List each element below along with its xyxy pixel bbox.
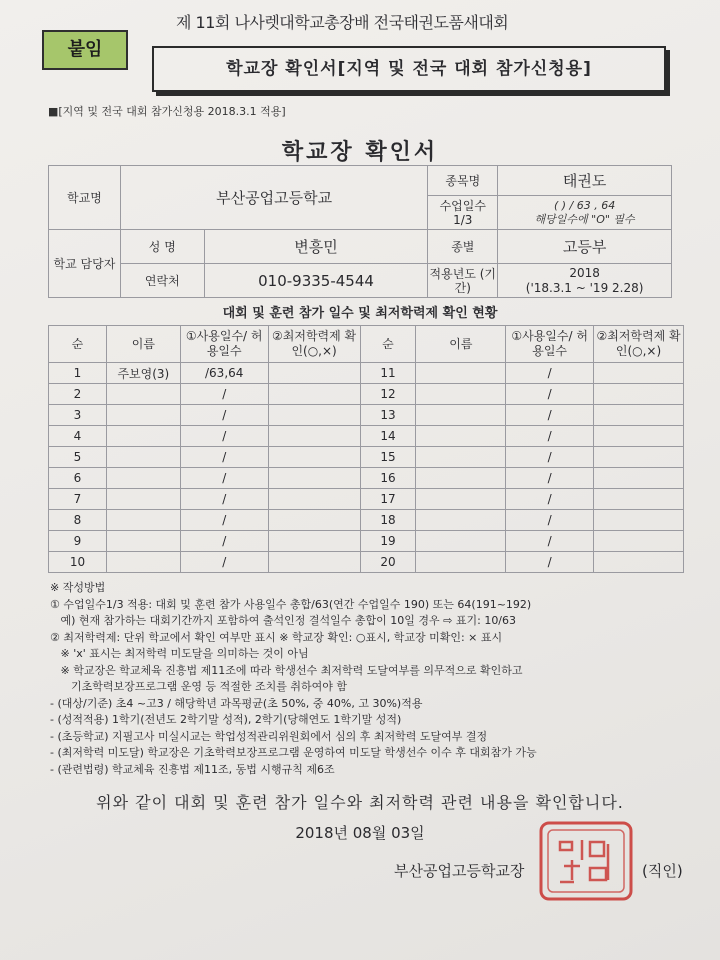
student-name: 주보영(3) xyxy=(106,363,180,384)
min-grade-check xyxy=(268,489,360,510)
min-grade-check xyxy=(594,468,684,489)
attendance-row xyxy=(49,384,684,405)
student-name xyxy=(416,447,506,468)
col-days: ①사용일수/ 허용일수 xyxy=(506,326,594,363)
instruction-line: 기초학력보장프로그램 운영 등 적절한 조치를 취하여야 함 xyxy=(50,680,347,693)
days-used: / xyxy=(180,447,268,468)
seal-label: (직인) xyxy=(642,862,683,880)
col-name: 이름 xyxy=(106,326,180,363)
form-subtitle: ■[지역 및 전국 대회 참가신청용 2018.3.1 적용] xyxy=(48,105,286,118)
days-used: / xyxy=(506,363,594,384)
period-value: ('18.3.1 ~ '19 2.28) xyxy=(525,280,644,295)
days-used: / xyxy=(506,468,594,489)
days-used: / xyxy=(180,552,268,573)
days-label: 수업일수 1/3 xyxy=(428,196,498,230)
attendance-header-row xyxy=(49,326,684,363)
attendance-body xyxy=(49,363,684,573)
confirmation-text: 위와 같이 대회 및 훈련 참가 일수와 최저학력 관련 내용을 확인합니다. xyxy=(96,793,624,812)
student-name xyxy=(416,489,506,510)
row-number: 17 xyxy=(360,489,416,510)
instructions-heading: ※ 작성방법 xyxy=(50,581,106,594)
form-title: 학교장 확인서[지역 및 전국 대회 참가신청용] xyxy=(152,46,666,92)
row-number: 7 xyxy=(49,489,107,510)
days-used: / xyxy=(506,510,594,531)
school-value: 부산공업고등학교 xyxy=(120,166,427,230)
attendance-row xyxy=(49,363,684,384)
attendance-row xyxy=(49,426,684,447)
instruction-line: - (성적적용) 1학기(전년도 2학기말 성적), 2학기(당해연도 1학기말 성적) xyxy=(50,713,402,726)
contact-value: 010-9335-4544 xyxy=(204,264,428,298)
instruction-line: - (대상/기준) 초4 ~고3 / 해당학년 과목평균(초 50%, 중 40%, 고 30%)적용 xyxy=(50,696,423,710)
category-value: 고등부 xyxy=(498,230,672,264)
attachment-tag: 붙임 xyxy=(42,30,128,70)
row-number: 10 xyxy=(49,552,107,573)
instructions xyxy=(50,580,690,778)
instruction-line: - (초등학교) 지필고사 미실시교는 학업성적관리위원회에서 심의 후 최저학력 도달여부 결정 xyxy=(50,729,488,743)
attendance-row xyxy=(49,405,684,426)
days-used: / xyxy=(506,447,594,468)
attendance-table xyxy=(48,325,684,573)
year-cell xyxy=(498,264,672,298)
days-used: / xyxy=(180,531,268,552)
row-number: 19 xyxy=(360,531,416,552)
instruction-line: - (관련법령) 학교체육 진흥법 제11조, 동법 시행규칙 제6조 xyxy=(50,762,335,776)
student-name xyxy=(416,426,506,447)
min-grade-check xyxy=(594,552,684,573)
student-name xyxy=(416,405,506,426)
attendance-row xyxy=(49,468,684,489)
row-number: 11 xyxy=(360,363,416,384)
category-label: 종별 xyxy=(428,230,498,264)
school-info-table xyxy=(48,165,672,298)
min-grade-check xyxy=(268,405,360,426)
student-name xyxy=(106,405,180,426)
instruction-line: ※ 학교장은 학교체육 진흥법 제11조에 따라 학생선수 최저학력 도달여부를 의무적으로 확인하고 xyxy=(50,663,523,677)
row-number: 4 xyxy=(49,426,107,447)
row-number: 12 xyxy=(360,384,416,405)
days-cell xyxy=(498,196,672,230)
days-used: / xyxy=(506,552,594,573)
student-name xyxy=(416,531,506,552)
event-title: 제 11회 나사렛대학교총장배 전국태권도품새대회 xyxy=(176,13,509,32)
attendance-row xyxy=(49,447,684,468)
contact-label: 연락처 xyxy=(120,264,204,298)
row-number: 3 xyxy=(49,405,107,426)
document-title: 학교장 확인서 xyxy=(281,140,439,165)
manager-label: 학교 담당자 xyxy=(49,230,121,298)
col-name: 이름 xyxy=(416,326,506,363)
instruction-line: ※ 'x' 표시는 최저학력 미도달을 의미하는 것이 아님 xyxy=(50,647,309,660)
student-name xyxy=(106,552,180,573)
student-name xyxy=(106,468,180,489)
min-grade-check xyxy=(594,384,684,405)
official-seal xyxy=(538,820,634,902)
min-grade-check xyxy=(268,363,360,384)
min-grade-check xyxy=(594,531,684,552)
days-used: / xyxy=(180,405,268,426)
days-used: /63,64 xyxy=(180,363,268,384)
attendance-row xyxy=(49,552,684,573)
student-name xyxy=(416,363,506,384)
issue-date: 2018년 08월 03일 xyxy=(295,824,425,842)
row-number: 16 xyxy=(360,468,416,489)
name-label: 성 명 xyxy=(120,230,204,264)
school-signature: 부산공업고등학교장 xyxy=(394,862,525,880)
student-name xyxy=(106,447,180,468)
min-grade-check xyxy=(594,510,684,531)
student-name xyxy=(416,384,506,405)
name-value: 변흥민 xyxy=(204,230,428,264)
attendance-row xyxy=(49,489,684,510)
school-label: 학교명 xyxy=(49,166,121,230)
instruction-line: 예) 현재 참가하는 대회기간까지 포함하여 출석인정 결석일수 총합이 10일 경우 ⇨ 표기: 10/63 xyxy=(50,614,517,627)
instruction-line: - (최저학력 미도달) 학교장은 기초학력보장프로그램 운영하여 미도달 학생선수 이수 후 대회참가 가능 xyxy=(50,746,537,759)
instruction-line: ② 최저학력제: 단위 학교에서 확인 여부만 표시 ※ 학교장 확인: ○표시, 학교장 미확인: × 표시 xyxy=(50,630,503,644)
min-grade-check xyxy=(268,447,360,468)
sport-value: 태권도 xyxy=(498,166,672,196)
days-used: / xyxy=(180,384,268,405)
row-number: 5 xyxy=(49,447,107,468)
sport-label: 종목명 xyxy=(428,166,498,196)
row-number: 8 xyxy=(49,510,107,531)
attendance-section-title: 대회 및 훈련 참가 일수 및 최저학력제 확인 현황 xyxy=(222,306,498,321)
days-used: / xyxy=(506,489,594,510)
student-name xyxy=(416,468,506,489)
student-name xyxy=(416,510,506,531)
min-grade-check xyxy=(268,552,360,573)
days-used: / xyxy=(506,426,594,447)
min-grade-check xyxy=(594,363,684,384)
days-value: ( ) / 63 , 64 xyxy=(553,198,616,212)
min-grade-check xyxy=(594,426,684,447)
row-number: 1 xyxy=(49,363,107,384)
attendance-row xyxy=(49,531,684,552)
row-number: 14 xyxy=(360,426,416,447)
row-number: 20 xyxy=(360,552,416,573)
col-days: ①사용일수/ 허용일수 xyxy=(180,326,268,363)
row-number: 9 xyxy=(49,531,107,552)
row-number: 2 xyxy=(49,384,107,405)
min-grade-check xyxy=(594,489,684,510)
min-grade-check xyxy=(594,405,684,426)
days-used: / xyxy=(180,510,268,531)
min-grade-check xyxy=(268,468,360,489)
min-grade-check xyxy=(268,384,360,405)
col-check: ②최저학력제 확인(○,×) xyxy=(594,326,684,363)
min-grade-check xyxy=(594,447,684,468)
student-name xyxy=(106,426,180,447)
row-number: 13 xyxy=(360,405,416,426)
days-used: / xyxy=(180,426,268,447)
instruction-line: ① 수업일수1/3 적용: 대회 및 훈련 참가 사용일수 총합/63(연간 수업일수 190) 또는 64(191~192) xyxy=(50,597,532,611)
row-number: 18 xyxy=(360,510,416,531)
days-note: 해당일수에 "O" 필수 xyxy=(534,212,635,226)
days-used: / xyxy=(506,405,594,426)
student-name xyxy=(106,489,180,510)
student-name xyxy=(106,531,180,552)
row-number: 15 xyxy=(360,447,416,468)
col-no: 순 xyxy=(360,326,416,363)
year-label: 적용년도 (기간) xyxy=(428,264,498,298)
year-value: 2018 xyxy=(569,265,600,280)
min-grade-check xyxy=(268,426,360,447)
min-grade-check xyxy=(268,510,360,531)
student-name xyxy=(416,552,506,573)
student-name xyxy=(106,510,180,531)
row-number: 6 xyxy=(49,468,107,489)
days-used: / xyxy=(506,384,594,405)
col-no: 순 xyxy=(49,326,107,363)
days-used: / xyxy=(180,489,268,510)
student-name xyxy=(106,384,180,405)
attendance-row xyxy=(49,510,684,531)
days-used: / xyxy=(506,531,594,552)
min-grade-check xyxy=(268,531,360,552)
days-used: / xyxy=(180,468,268,489)
col-check: ②최저학력제 확인(○,×) xyxy=(268,326,360,363)
